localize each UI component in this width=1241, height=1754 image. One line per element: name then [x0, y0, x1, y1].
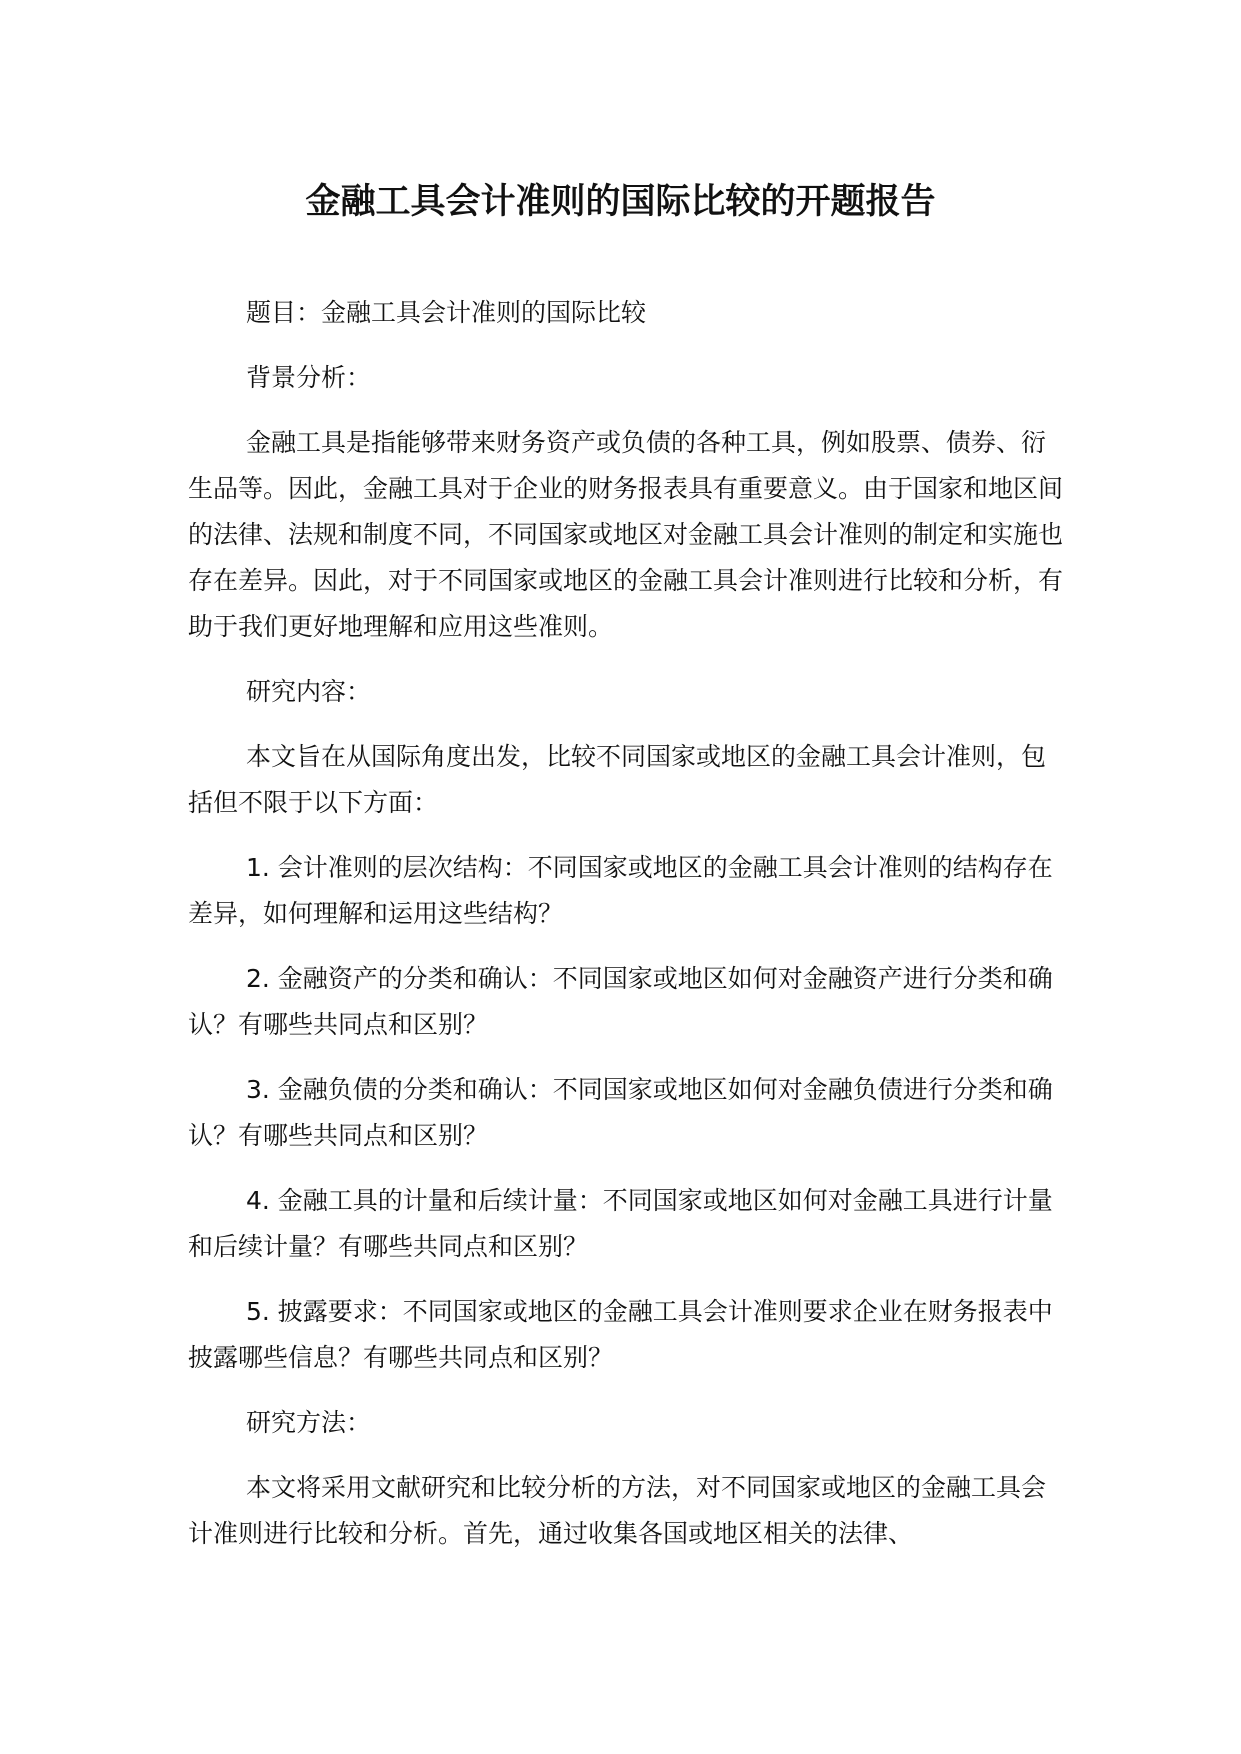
content-item-3: 3. 金融负债的分类和确认：不同国家或地区如何对金融负债进行分类和确认？有哪些共同点和区别？	[188, 1075, 1053, 1150]
content-item-4: 4. 金融工具的计量和后续计量：不同国家或地区如何对金融工具进行计量和后续计量？有哪些共同点和区别？	[188, 1186, 1053, 1261]
topic-paragraph: 题目：金融工具会计准则的国际比较	[246, 298, 647, 327]
content-item-2: 2. 金融资产的分类和确认：不同国家或地区如何对金融资产进行分类和确认？有哪些共同点和区别？	[188, 964, 1053, 1039]
content-heading: 研究内容：	[246, 677, 372, 706]
background-heading: 背景分析：	[246, 363, 372, 392]
method-heading: 研究方法：	[246, 1408, 372, 1437]
content-intro-paragraph: 本文旨在从国际角度出发，比较不同国家或地区的金融工具会计准则，包括但不限于以下方面：	[188, 742, 1047, 817]
content-item-5: 5. 披露要求：不同国家或地区的金融工具会计准则要求企业在财务报表中披露哪些信息？有哪些共同点和区别？	[188, 1297, 1053, 1372]
background-paragraph: 金融工具是指能够带来财务资产或负债的各种工具，例如股票、债券、衍生品等。因此，金融工具对于企业的财务报表具有重要意义。由于国家和地区间的法律、法规和制度不同，不同国家或地区对金融工具会计准则的制定和实施也存在差异。因此，对于不同国家或地区的金融工具会计准则进行比较和分析，有助于我们更好地理解和应用这些准则。	[188, 428, 1064, 641]
document-title: 金融工具会计准则的国际比较的开题报告	[305, 182, 936, 222]
document-body	[188, 290, 1068, 1576]
method-paragraph: 本文将采用文献研究和比较分析的方法，对不同国家或地区的金融工具会计准则进行比较和分析。首先，通过收集各国或地区相关的法律、	[188, 1473, 1047, 1548]
content-item-1: 1. 会计准则的层次结构：不同国家或地区的金融工具会计准则的结构存在差异，如何理解和运用这些结构？	[188, 853, 1053, 928]
